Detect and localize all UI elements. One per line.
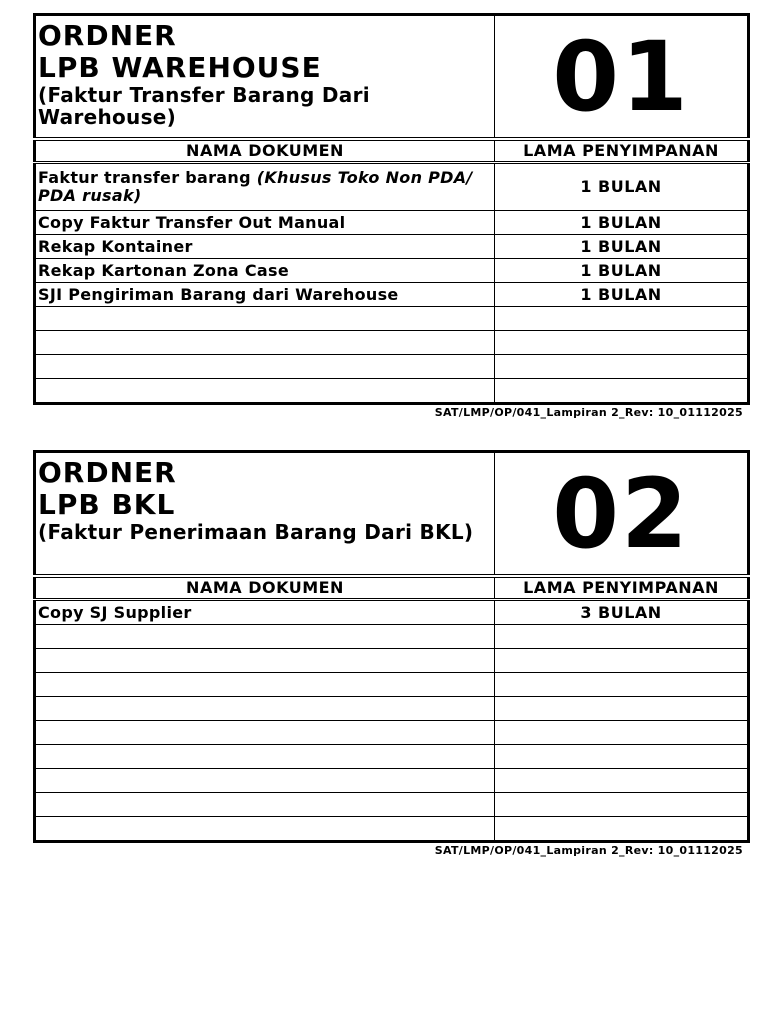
label-table [33, 13, 750, 405]
empty-row [35, 817, 749, 842]
empty-cell [495, 625, 749, 649]
document-name-cell [35, 163, 495, 211]
label-title-block [35, 452, 495, 577]
empty-row [35, 793, 749, 817]
label-title-line1: ORDNER [38, 19, 177, 52]
document-reference-code: SAT/LMP/OP/041_Lampiran 2_Rev: 10_01112025 [434, 406, 743, 419]
ordner-label-01 [33, 13, 747, 419]
document-note: (Khusus Toko Non PDA/ PDA rusak) [38, 168, 473, 205]
empty-cell [495, 673, 749, 697]
column-header-retention-period: LAMA PENYIMPANAN [495, 139, 749, 163]
empty-cell [495, 721, 749, 745]
document-name: SJI Pengiriman Barang dari Warehouse [35, 283, 495, 307]
retention-period: 3 BULAN [495, 600, 749, 625]
empty-cell [35, 649, 495, 673]
empty-cell [495, 817, 749, 842]
table-row [35, 259, 749, 283]
table-row [35, 235, 749, 259]
empty-cell [495, 697, 749, 721]
document-name: Faktur transfer barang [38, 168, 251, 187]
empty-cell [495, 649, 749, 673]
empty-row [35, 649, 749, 673]
document-name: Rekap Kartonan Zona Case [35, 259, 495, 283]
column-header-retention-period: LAMA PENYIMPANAN [495, 576, 749, 600]
empty-cell [35, 307, 495, 331]
empty-row [35, 307, 749, 331]
label-table [33, 450, 750, 843]
empty-cell [35, 331, 495, 355]
empty-cell [495, 769, 749, 793]
retention-period: 1 BULAN [495, 163, 749, 211]
empty-cell [495, 307, 749, 331]
document-reference-code: SAT/LMP/OP/041_Lampiran 2_Rev: 10_01112025 [434, 844, 743, 857]
empty-cell [35, 625, 495, 649]
empty-row [35, 745, 749, 769]
empty-cell [495, 331, 749, 355]
empty-cell [35, 379, 495, 404]
empty-row [35, 769, 749, 793]
empty-cell [35, 793, 495, 817]
ordner-label-02 [33, 450, 747, 857]
empty-cell [495, 745, 749, 769]
label-subtitle: (Faktur Penerimaan Barang Dari BKL) [38, 520, 474, 544]
retention-period: 1 BULAN [495, 259, 749, 283]
empty-cell [35, 745, 495, 769]
retention-period: 1 BULAN [495, 211, 749, 235]
empty-row [35, 673, 749, 697]
label-title-line2: LPB WAREHOUSE [38, 51, 322, 84]
table-row [35, 163, 749, 211]
empty-cell [495, 379, 749, 404]
ordner-number: 02 [495, 452, 749, 577]
label-title-line2: LPB BKL [38, 488, 176, 521]
ordner-number: 01 [495, 15, 749, 140]
empty-row [35, 721, 749, 745]
empty-row [35, 625, 749, 649]
empty-cell [35, 769, 495, 793]
table-row [35, 600, 749, 625]
empty-cell [35, 697, 495, 721]
label-title-block [35, 15, 495, 140]
empty-cell [35, 673, 495, 697]
empty-row [35, 331, 749, 355]
retention-period: 1 BULAN [495, 283, 749, 307]
empty-cell [495, 355, 749, 379]
label-title-line1: ORDNER [38, 456, 177, 489]
empty-row [35, 697, 749, 721]
retention-period: 1 BULAN [495, 235, 749, 259]
empty-row [35, 379, 749, 404]
empty-cell [35, 355, 495, 379]
document-name: Copy SJ Supplier [35, 600, 495, 625]
table-row [35, 211, 749, 235]
empty-cell [495, 793, 749, 817]
empty-cell [35, 817, 495, 842]
document-name: Copy Faktur Transfer Out Manual [35, 211, 495, 235]
empty-row [35, 355, 749, 379]
empty-cell [35, 721, 495, 745]
column-header-document-name: NAMA DOKUMEN [35, 576, 495, 600]
document-name: Rekap Kontainer [35, 235, 495, 259]
label-subtitle: (Faktur Transfer Barang Dari Warehouse) [38, 83, 370, 129]
column-header-document-name: NAMA DOKUMEN [35, 139, 495, 163]
table-row [35, 283, 749, 307]
